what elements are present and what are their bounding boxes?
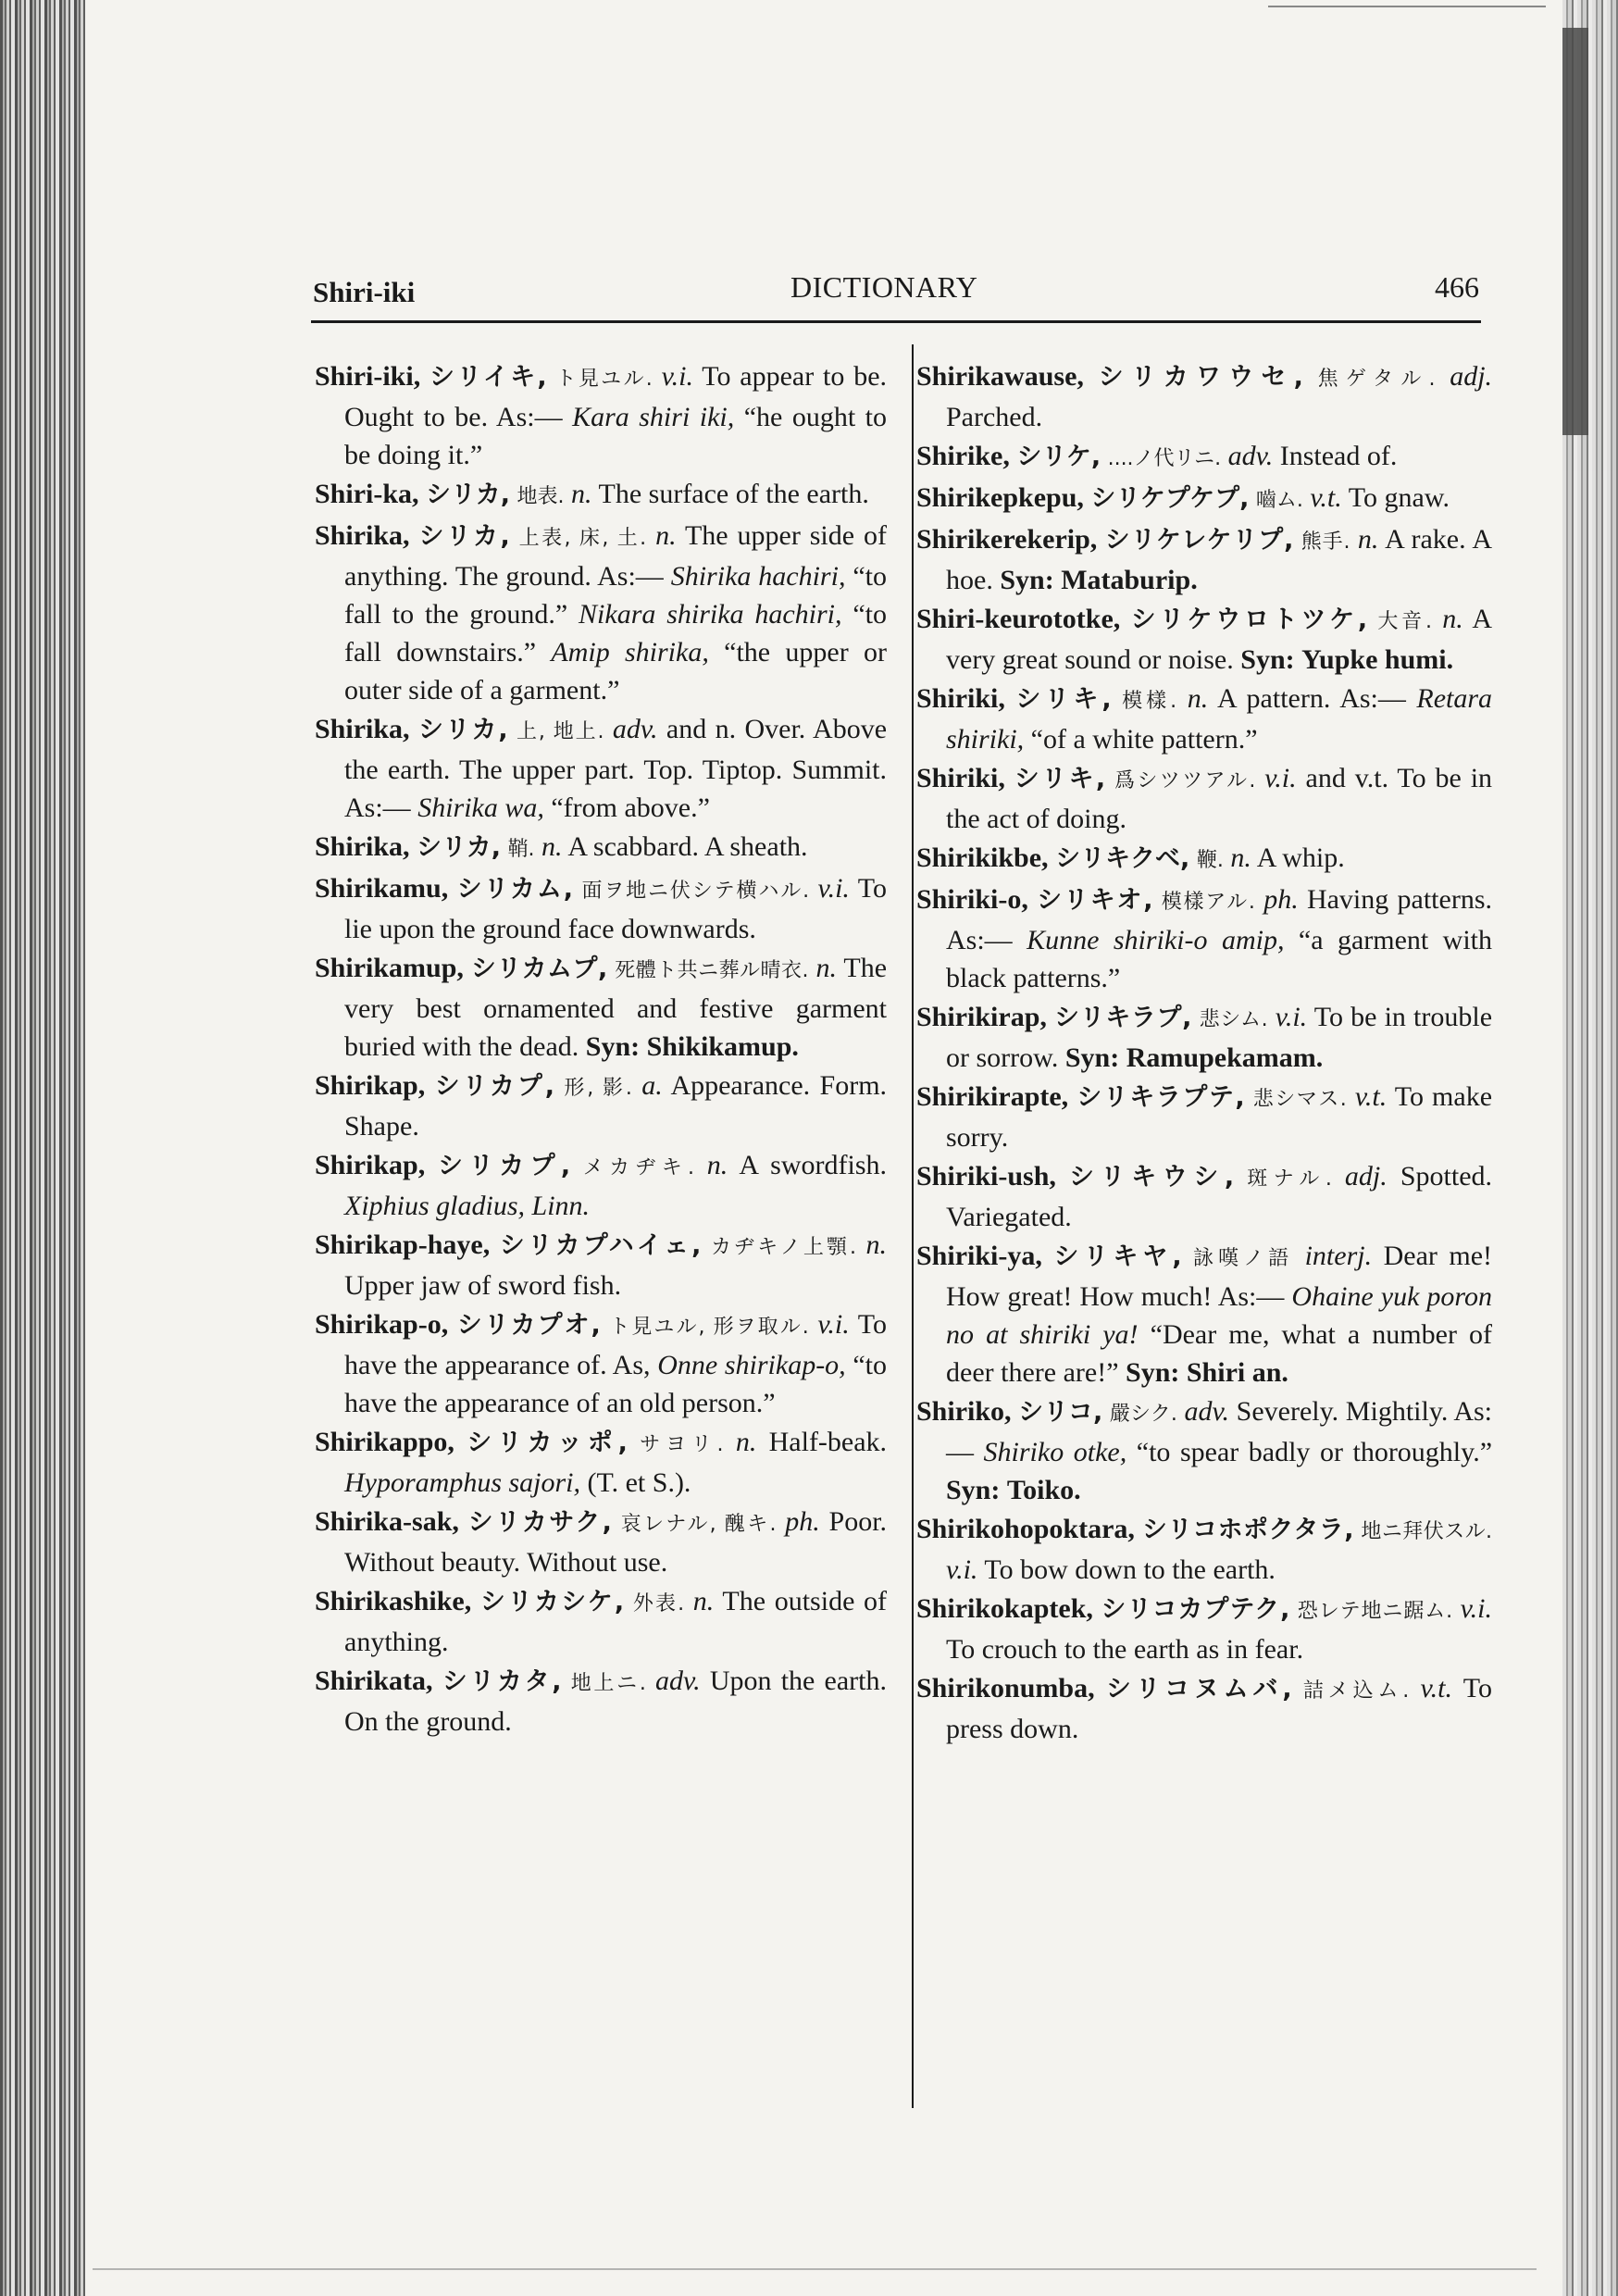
japanese-gloss: 地表. (517, 485, 565, 508)
header-rule (311, 320, 1481, 323)
part-of-speech: n. (865, 1229, 888, 1260)
part-of-speech: n. (1187, 683, 1209, 714)
headword: Shirikata, (315, 1666, 433, 1696)
dictionary-entry (315, 357, 887, 474)
japanese-gloss: 外表. (632, 1592, 685, 1616)
katakana-reading: シリカムプ, (470, 955, 608, 983)
part-of-speech: v.t. (1310, 482, 1342, 513)
headword: Shirikamu, (315, 873, 449, 904)
dictionary-entry (916, 1392, 1492, 1509)
katakana-reading: シリカサク, (467, 1508, 612, 1537)
part-of-speech: v.i. (1460, 1593, 1493, 1624)
katakana-reading: シリキ, (1014, 765, 1106, 793)
part-of-speech: n. (692, 1586, 715, 1616)
japanese-gloss: 斑ナル. (1247, 1167, 1332, 1191)
katakana-reading: シリカプハイェ, (499, 1231, 702, 1260)
dictionary-entry (315, 1146, 887, 1225)
japanese-gloss: 詰メ込ム. (1302, 1679, 1410, 1703)
part-of-speech: v.i. (946, 1554, 978, 1585)
example: Shirika wa, (417, 792, 544, 823)
japanese-gloss: 模樣アル. (1161, 891, 1255, 914)
part-of-speech: adj. (1344, 1161, 1388, 1192)
part-of-speech: n. (1357, 524, 1379, 555)
dictionary-entry (916, 600, 1492, 679)
dictionary-entry (315, 869, 887, 948)
japanese-gloss: カヂキノ上顎. (711, 1236, 856, 1259)
headword: Shirikashike, (315, 1586, 472, 1616)
headword: Shirikap, (315, 1070, 426, 1101)
example: Amip shirika, (551, 637, 709, 668)
definition: The very best ornamented and festive garment buried with the dead. (344, 953, 888, 1062)
japanese-gloss: 詠嘆ノ語 (1193, 1247, 1294, 1270)
dictionary-entry (916, 1510, 1492, 1589)
katakana-reading: シリカ, (418, 522, 510, 551)
right-column (916, 357, 1492, 1749)
katakana-reading: シリカタ, (442, 1667, 562, 1696)
example-translation: “to fall downstairs.” (344, 599, 887, 668)
example-translation: “Dear me, what a number of deer there are!” (946, 1319, 1493, 1388)
japanese-gloss: メカヂキ. (582, 1156, 694, 1179)
part-of-speech: n. (735, 1427, 757, 1457)
part-of-speech: n. (1442, 604, 1463, 634)
part-of-speech: v.t. (1354, 1081, 1388, 1112)
definition: A pattern. As:— (1217, 683, 1406, 714)
definition: Appearance. Form. Shape. (344, 1070, 888, 1142)
example-translation: “a garment with black patterns.” (946, 925, 1493, 993)
dictionary-entry (916, 1669, 1492, 1748)
katakana-reading: シリキラプテ, (1077, 1083, 1245, 1112)
synonym: Shikikamup. (646, 1031, 799, 1062)
example: Hyporamphus sajori, (344, 1467, 581, 1498)
katakana-reading: シリキウシ, (1069, 1163, 1235, 1192)
example-translation: “he ought to be doing it.” (344, 402, 887, 470)
definition: Parched. (946, 402, 1043, 432)
part-of-speech: v.i. (1264, 763, 1297, 793)
part-of-speech: n. (541, 831, 563, 862)
headword: Shiriko, (916, 1396, 1012, 1427)
headword: Shirikikbe, (916, 842, 1049, 873)
headword: Shirikap-haye, (315, 1229, 491, 1260)
page-title: DICTIONARY (790, 270, 978, 304)
synonym: Toiko. (1006, 1475, 1081, 1505)
japanese-gloss: 鞘. (507, 838, 535, 861)
dictionary-entry (916, 759, 1492, 838)
headword: Shiriki, (916, 763, 1005, 793)
headword: Shiriki-ya, (916, 1241, 1042, 1271)
top-scan-line (1268, 6, 1546, 7)
japanese-gloss: サヨリ. (640, 1433, 724, 1456)
page-number: 466 (1435, 270, 1479, 304)
definition: A very great sound or noise. (946, 604, 1492, 675)
definition: Upper jaw of sword fish. (344, 1270, 622, 1301)
page-edge-right (1562, 0, 1618, 2296)
definition: A scabbard. A sheath. (567, 831, 808, 862)
katakana-reading: シリコカプテク, (1101, 1595, 1290, 1624)
katakana-reading: シリカプ, (438, 1152, 571, 1180)
japanese-gloss: 面ヲ地ニ伏シテ横ハル. (581, 880, 810, 903)
dictionary-entry (916, 1078, 1492, 1156)
example: Xiphius gladius, Linn. (344, 1191, 591, 1221)
synonym-label: Syn: (585, 1031, 641, 1062)
japanese-gloss: 模樣. (1122, 690, 1177, 713)
definition: Poor. Without beauty. Without use. (344, 1506, 888, 1578)
katakana-reading: シリキクベ, (1055, 844, 1190, 873)
katakana-reading: シリケプケプ, (1090, 484, 1250, 513)
definition: and v.t. To be in the act of doing. (946, 763, 1493, 834)
japanese-gloss: 形, 影. (564, 1077, 632, 1100)
definition: Upon the earth. On the ground. (344, 1666, 887, 1737)
definition: To bow down to the earth. (984, 1554, 1276, 1585)
part-of-speech: adv. (612, 714, 658, 744)
synonym: Mataburip. (1061, 565, 1198, 595)
part-of-speech: n. (1230, 842, 1251, 873)
dictionary-entry (315, 1067, 887, 1145)
katakana-reading: シリケレケリプ, (1104, 526, 1294, 555)
japanese-gloss: 上, 地上. (516, 720, 604, 743)
definition: Instead of. (1279, 441, 1398, 471)
headword: Shiriki, (916, 683, 1005, 714)
example: Shirika hachiri, (670, 561, 846, 592)
synonym: Shiri an. (1186, 1357, 1288, 1388)
part-of-speech: ph. (1263, 884, 1299, 915)
japanese-gloss: 嚙ム. (1255, 489, 1303, 512)
dictionary-entry (315, 1662, 887, 1741)
synonym-label: Syn: (946, 1475, 1001, 1505)
definition: To appear to be. Ought to be. As:— (344, 361, 888, 432)
example-translation: “of a white pattern.” (1030, 724, 1258, 755)
headword: Shirikamup, (315, 953, 464, 983)
left-column (315, 357, 887, 1741)
headword: Shiri-ka, (315, 479, 419, 509)
headword: Shiri-iki, (315, 361, 421, 392)
column-divider (912, 344, 914, 2108)
definition: Dear me! How great! How much! As:— (946, 1241, 1493, 1312)
part-of-speech: n. (815, 953, 837, 983)
part-of-speech: v.i. (817, 1309, 850, 1340)
definition: A swordfish. (739, 1150, 888, 1180)
example: Nikara shirika hachiri, (579, 599, 842, 630)
katakana-reading: シリコヌムバ, (1105, 1675, 1292, 1703)
dictionary-entry (315, 1582, 887, 1661)
headword: Shirikap-o, (315, 1309, 449, 1340)
headword: Shirikawause, (916, 361, 1084, 392)
running-head: Shiri-iki (313, 276, 416, 308)
part-of-speech: n. (655, 520, 677, 551)
japanese-gloss: 悲シム. (1199, 1008, 1268, 1031)
japanese-gloss: 恐レテ地ニ踞ム. (1297, 1600, 1453, 1623)
japanese-gloss: 焦ゲタル. (1317, 368, 1436, 391)
dictionary-entry (315, 1503, 887, 1581)
definition: To make sorry. (946, 1081, 1493, 1153)
headword: Shirikonumba, (916, 1673, 1095, 1703)
synonym-label: Syn: (1064, 1042, 1120, 1073)
katakana-reading: シリカプオ, (456, 1311, 601, 1340)
dictionary-entry (916, 839, 1492, 880)
page-edge-left (0, 0, 85, 2296)
synonym-label: Syn: (1000, 565, 1054, 595)
dictionary-entry (916, 1590, 1492, 1668)
example-translation: “from above.” (551, 792, 710, 823)
japanese-gloss: 嚴シク. (1109, 1403, 1177, 1426)
example-translation: “the upper or outer side of a garment.” (344, 637, 887, 705)
dictionary-entry (916, 479, 1492, 519)
headword: Shirikirapte, (916, 1081, 1069, 1112)
example: Kunne shiriki-o amip, (1027, 925, 1285, 955)
example-translation: “to spear badly or thoroughly.” (1136, 1437, 1493, 1467)
headword: Shiri-keurototke, (916, 604, 1121, 634)
example: Shiriko otke, (983, 1437, 1127, 1467)
headword: Shiriki-o, (916, 884, 1028, 915)
katakana-reading: シリコホポクタラ, (1141, 1516, 1354, 1544)
example: Kara shiri iki, (572, 402, 735, 432)
katakana-reading: シリキラプ, (1054, 1004, 1192, 1032)
katakana-reading: シリコ, (1018, 1398, 1103, 1427)
example: Onne shirikap-o, (657, 1350, 846, 1380)
dictionary-entry (916, 1157, 1492, 1236)
part-of-speech: v.i. (817, 873, 850, 904)
headword: Shirikerekerip, (916, 524, 1098, 555)
part-of-speech: v.i. (1275, 1002, 1308, 1032)
katakana-reading: シリカプ, (434, 1072, 554, 1101)
bottom-scan-line (93, 2268, 1537, 2270)
part-of-speech: ph. (785, 1506, 820, 1537)
synonym: Ramupekamam. (1126, 1042, 1324, 1073)
part-of-speech: adv. (655, 1666, 701, 1696)
definition: To have the appearance of. As, (344, 1309, 888, 1380)
japanese-gloss: 大音. (1377, 610, 1432, 633)
headword: Shirikepkepu, (916, 482, 1084, 513)
japanese-gloss: 地ニ拜伏スル. (1361, 1520, 1493, 1543)
definition: The surface of the earth. (598, 479, 869, 509)
japanese-gloss: ....ノ代リニ. (1107, 447, 1222, 470)
definition: To gnaw. (1348, 482, 1450, 513)
headword: Shirikap, (315, 1150, 426, 1180)
definition: To press down. (946, 1673, 1493, 1744)
katakana-reading: シリキ, (1015, 685, 1112, 714)
dictionary-entry (916, 880, 1492, 997)
dictionary-entry (916, 680, 1492, 758)
headword: Shirika-sak, (315, 1506, 459, 1537)
dictionary-entry (916, 1237, 1492, 1391)
example-translation: (T. et S.). (587, 1467, 691, 1498)
headword: Shirikokaptek, (916, 1593, 1093, 1624)
katakana-reading: シリケ, (1016, 443, 1101, 471)
japanese-gloss: 上表, 床, 土. (518, 527, 647, 550)
definition: Half-beak. (768, 1427, 888, 1457)
part-of-speech: interj. (1304, 1241, 1373, 1271)
part-of-speech: a. (641, 1070, 663, 1101)
definition: A whip. (1256, 842, 1345, 873)
katakana-reading: シリカ, (417, 716, 508, 744)
dictionary-entry (916, 998, 1492, 1077)
katakana-reading: シリイキ, (429, 363, 547, 392)
definition: Spotted. Variegated. (946, 1161, 1493, 1232)
part-of-speech: v.t. (1420, 1673, 1452, 1703)
headword: Shirikirap, (916, 1002, 1047, 1032)
part-of-speech: adv. (1184, 1396, 1230, 1427)
example: Retara shiriki, (946, 683, 1493, 755)
definition: Severely. Mightily. As:— (946, 1396, 1493, 1467)
dictionary-entry (315, 828, 887, 868)
katakana-reading: シリカワウセ, (1098, 363, 1303, 392)
example-translation: “to have the appearance of an old person.” (344, 1350, 888, 1418)
dictionary-entry (315, 949, 887, 1066)
dictionary-entry (315, 1226, 887, 1304)
japanese-gloss: 悲シマス. (1252, 1088, 1347, 1111)
part-of-speech: n. (571, 479, 592, 509)
katakana-reading: シリキヤ, (1053, 1242, 1182, 1271)
dictionary-entry (916, 357, 1492, 436)
definition: Having patterns. As:— (946, 884, 1492, 955)
headword: Shirike, (916, 441, 1010, 471)
dictionary-entry (916, 520, 1492, 599)
headword: Shirika, (315, 831, 410, 862)
dictionary-entry (315, 710, 887, 827)
dictionary-entry (315, 517, 887, 709)
katakana-reading: シリカッポ, (467, 1429, 628, 1457)
japanese-gloss: 地上ニ. (570, 1672, 646, 1695)
katakana-reading: シリキオ, (1037, 886, 1153, 915)
dictionary-entry (315, 475, 887, 516)
japanese-gloss: 哀レナル, 醜キ. (620, 1513, 777, 1536)
definition: and n. Over. Above the earth. The upper part. Top. Tiptop. Summit. As:— (344, 714, 888, 823)
japanese-gloss: ト見ユル. (555, 368, 653, 391)
headword: Shirikappo, (315, 1427, 454, 1457)
dictionary-entry (916, 437, 1492, 478)
dictionary-entry (315, 1305, 887, 1422)
headword: Shirika, (315, 520, 410, 551)
definition: The upper side of anything. The ground. As:— (344, 520, 887, 592)
synonym-label: Syn: (1240, 644, 1295, 675)
japanese-gloss: 爲シツツアル. (1114, 769, 1256, 792)
japanese-gloss: 鞭. (1196, 849, 1224, 872)
headword: Shirika, (315, 714, 410, 744)
definition: A rake. A hoe. (946, 524, 1493, 595)
definition: To lie upon the ground face downwards. (344, 873, 887, 944)
katakana-reading: シリケウロトツケ, (1130, 605, 1368, 634)
japanese-gloss: 熊手. (1301, 530, 1350, 554)
example-translation: “to fall to the ground.” (344, 561, 888, 630)
part-of-speech: n. (706, 1150, 728, 1180)
katakana-reading: シリカシケ, (479, 1588, 625, 1616)
katakana-reading: シリカ, (417, 833, 502, 862)
japanese-gloss: ト見ユル, 形ヲ取ル. (609, 1316, 809, 1339)
dictionary-entry (315, 1423, 887, 1502)
definition: To crouch to the earth as in fear. (946, 1634, 1304, 1665)
example: Ohaine yuk poron no at shiriki ya! (946, 1281, 1492, 1350)
katakana-reading: シリカム, (456, 875, 574, 904)
headword: Shiriki-ush, (916, 1161, 1056, 1192)
headword: Shirikohopoktara, (916, 1514, 1135, 1544)
part-of-speech: adj. (1450, 361, 1493, 392)
katakana-reading: シリカ, (426, 480, 511, 509)
definition: The outside of anything. (344, 1586, 888, 1657)
page-header (313, 267, 1479, 315)
definition: To be in trouble or sorrow. (946, 1002, 1493, 1073)
synonym-label: Syn: (1126, 1357, 1180, 1388)
part-of-speech: adv. (1227, 441, 1274, 471)
japanese-gloss: 死體ト共ニ葬ル晴衣. (615, 959, 809, 982)
synonym: Yupke humi. (1301, 644, 1454, 675)
part-of-speech: v.i. (661, 361, 693, 392)
